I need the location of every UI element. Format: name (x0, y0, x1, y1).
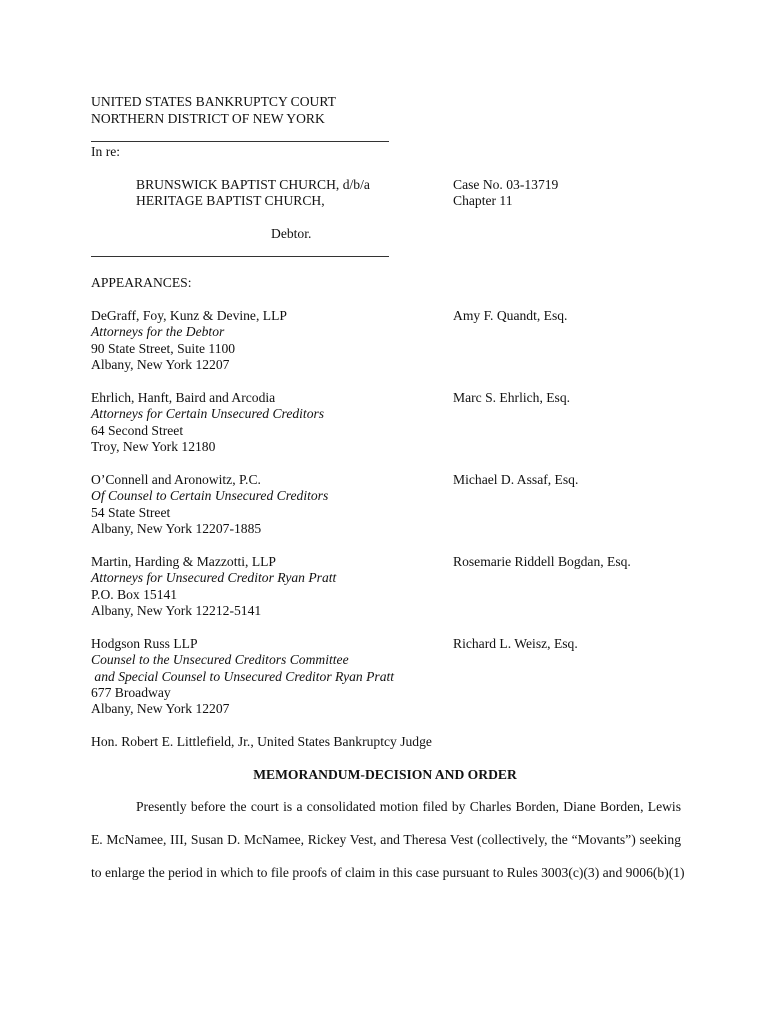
debtor-name-line1: BRUNSWICK BAPTIST CHURCH, d/b/a (136, 177, 370, 192)
appearance-role: Attorneys for Unsecured Creditor Ryan Pratt (91, 570, 337, 585)
appearance-attorney: Michael D. Assaf, Esq. (453, 472, 579, 487)
appearance-attorney: Amy F. Quandt, Esq. (453, 308, 568, 323)
appearance-attorney: Richard L. Weisz, Esq. (453, 636, 578, 651)
appearances-heading: APPEARANCES: (91, 275, 192, 290)
appearance-address: 54 State Street (91, 505, 171, 520)
debtor-name-line2: HERITAGE BAPTIST CHURCH, (136, 193, 325, 208)
court-name: UNITED STATES BANKRUPTCY COURT (91, 94, 336, 109)
body-line: Presently before the court is a consolidated motion filed by Charles Borden, Diane Borden, Lewis (136, 799, 681, 814)
court-district: NORTHERN DISTRICT OF NEW YORK (91, 111, 325, 126)
in-re-label: In re: (91, 144, 121, 159)
appearance-role: Of Counsel to Certain Unsecured Creditors (91, 488, 329, 503)
body-line: to enlarge the period in which to file proofs of claim in this case pursuant to Rules 3003(c)(3) and 9006(b)(1) (91, 865, 685, 880)
appearance-address: 90 State Street, Suite 1100 (91, 341, 236, 356)
appearance-firm: Ehrlich, Hanft, Baird and Arcodia (91, 390, 276, 405)
chapter-number: Chapter 11 (453, 193, 513, 208)
appearance-firm: Hodgson Russ LLP (91, 636, 198, 651)
appearance-attorney: Marc S. Ehrlich, Esq. (453, 390, 571, 405)
appearance-role: Attorneys for the Debtor (91, 324, 225, 339)
appearance-firm: O’Connell and Aronowitz, P.C. (91, 472, 261, 487)
caption-bottom-rule (91, 256, 389, 257)
presiding-judge: Hon. Robert E. Littlefield, Jr., United States Bankruptcy Judge (91, 734, 432, 749)
appearance-city: Albany, New York 12207 (91, 357, 230, 372)
appearance-city: Albany, New York 12207 (91, 701, 230, 716)
caption-top-rule (91, 141, 389, 142)
decision-title: MEMORANDUM-DECISION AND ORDER (253, 767, 517, 782)
appearance-address: 677 Broadway (91, 685, 171, 700)
appearance-address: 64 Second Street (91, 423, 184, 438)
appearance-firm: Martin, Harding & Mazzotti, LLP (91, 554, 276, 569)
appearance-city: Troy, New York 12180 (91, 439, 216, 454)
appearance-city: Albany, New York 12207-1885 (91, 521, 262, 536)
appearance-role: Counsel to the Unsecured Creditors Committee (91, 652, 349, 667)
body-line: E. McNamee, III, Susan D. McNamee, Rickey Vest, and Theresa Vest (collectively, the “Movants”) seeking (91, 832, 681, 847)
debtor-label: Debtor. (271, 226, 312, 241)
case-number: Case No. 03-13719 (453, 177, 559, 192)
appearance-role: Attorneys for Certain Unsecured Creditors (91, 406, 325, 421)
appearance-city: Albany, New York 12212-5141 (91, 603, 262, 618)
appearance-role-continued: and Special Counsel to Unsecured Creditor Ryan Pratt (91, 669, 395, 684)
appearance-attorney: Rosemarie Riddell Bogdan, Esq. (453, 554, 631, 569)
appearance-firm: DeGraff, Foy, Kunz & Devine, LLP (91, 308, 287, 323)
appearance-address: P.O. Box 15141 (91, 587, 178, 602)
